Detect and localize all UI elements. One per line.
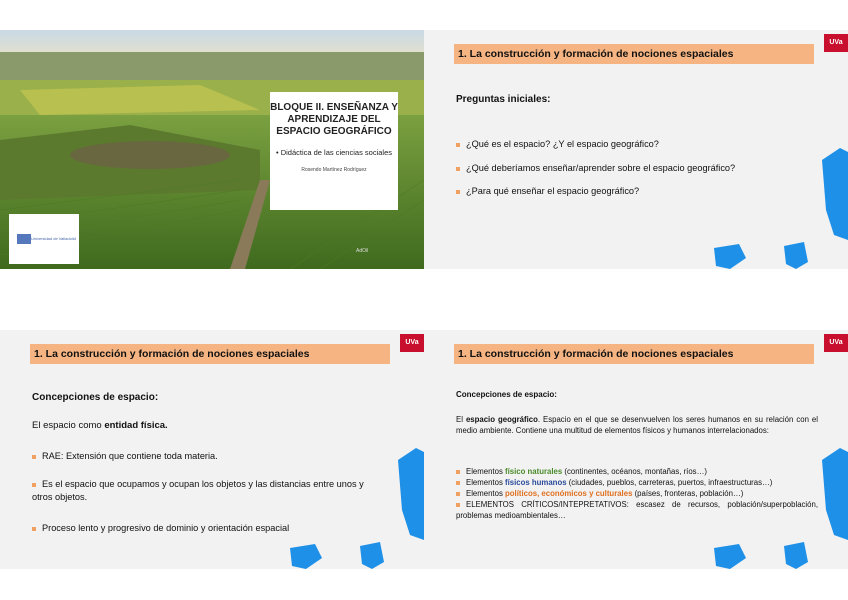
slide-header: 1. La construcción y formación de nociones espaciales bbox=[30, 344, 390, 364]
slide-heading: Concepciones de espacio: bbox=[32, 392, 159, 403]
logo-text: Universidad de Valladolid bbox=[31, 236, 76, 241]
slide-heading: Concepciones de espacio: bbox=[456, 390, 557, 399]
bullet-list bbox=[456, 466, 818, 521]
university-logo bbox=[9, 214, 79, 264]
slide-header: 1. La construcción y formación de nociones espaciales bbox=[454, 344, 814, 364]
bullet-item: ¿Qué deberíamos enseñar/aprender sobre el espacio geográfico? bbox=[456, 162, 796, 175]
bullet-item: ¿Qué es el espacio? ¿Y el espacio geográfico? bbox=[456, 138, 796, 151]
intro-text: El espacio como entidad física. bbox=[32, 420, 168, 431]
bullet-item: ELEMENTOS CRÍTICOS/INTEPRETATIVOS: escasez de recursos, población/superpoblación, problemas medioambientales… bbox=[456, 500, 818, 520]
cover-author: Rosendo Martínez Rodríguez bbox=[301, 167, 367, 173]
slide-cover bbox=[0, 30, 424, 269]
bullet-item: Elementos físicos humanos (ciudades, pueblos, carreteras, puertos, infraestructuras…) bbox=[456, 477, 818, 488]
slide-heading: Preguntas iniciales: bbox=[456, 94, 551, 105]
bullet-item: ¿Para qué enseñar el espacio geográfico? bbox=[456, 185, 796, 198]
cover-subtitle: • Didáctica de las ciencias sociales bbox=[275, 148, 392, 157]
uva-badge: UVa bbox=[400, 334, 424, 352]
image-caption: AdOil bbox=[356, 248, 369, 254]
bullet-item: Es el espacio que ocupamos y ocupan los objetos y las distancias entre unos y otros objetos. bbox=[32, 479, 364, 502]
slide-header: 1. La construcción y formación de nociones espaciales bbox=[454, 44, 814, 64]
uva-badge: UVa bbox=[824, 34, 848, 52]
paragraph: El espacio geográfico. Espacio en el que se desenvuelven los seres humanos en su relación con el medio ambiente. Contiene una multitud de elementos físicos y humanos interrelacionados: bbox=[456, 415, 818, 435]
slide-concepciones-1 bbox=[0, 330, 424, 569]
bullet-item: Elementos políticos, económicos y culturales (países, fronteras, población…) bbox=[456, 488, 818, 499]
uva-badge: UVa bbox=[824, 334, 848, 352]
cover-title-box bbox=[270, 92, 398, 210]
world-map-icon bbox=[424, 330, 848, 569]
bullet-item: Elementos físico naturales (continentes, océanos, montañas, ríos…) bbox=[456, 466, 818, 477]
bullet-item: Proceso lento y progresivo de dominio y orientación espacial bbox=[32, 522, 372, 535]
slide-preguntas bbox=[424, 30, 848, 269]
slide-concepciones-2 bbox=[424, 330, 848, 569]
cover-title: BLOQUE II. ENSEÑANZA Y APRENDIZAJE DEL ESPACIO GEOGRÁFICO bbox=[270, 102, 398, 137]
logo-icon bbox=[17, 234, 31, 244]
bullet-item: RAE: Extensión que contiene toda materia. bbox=[32, 450, 372, 463]
